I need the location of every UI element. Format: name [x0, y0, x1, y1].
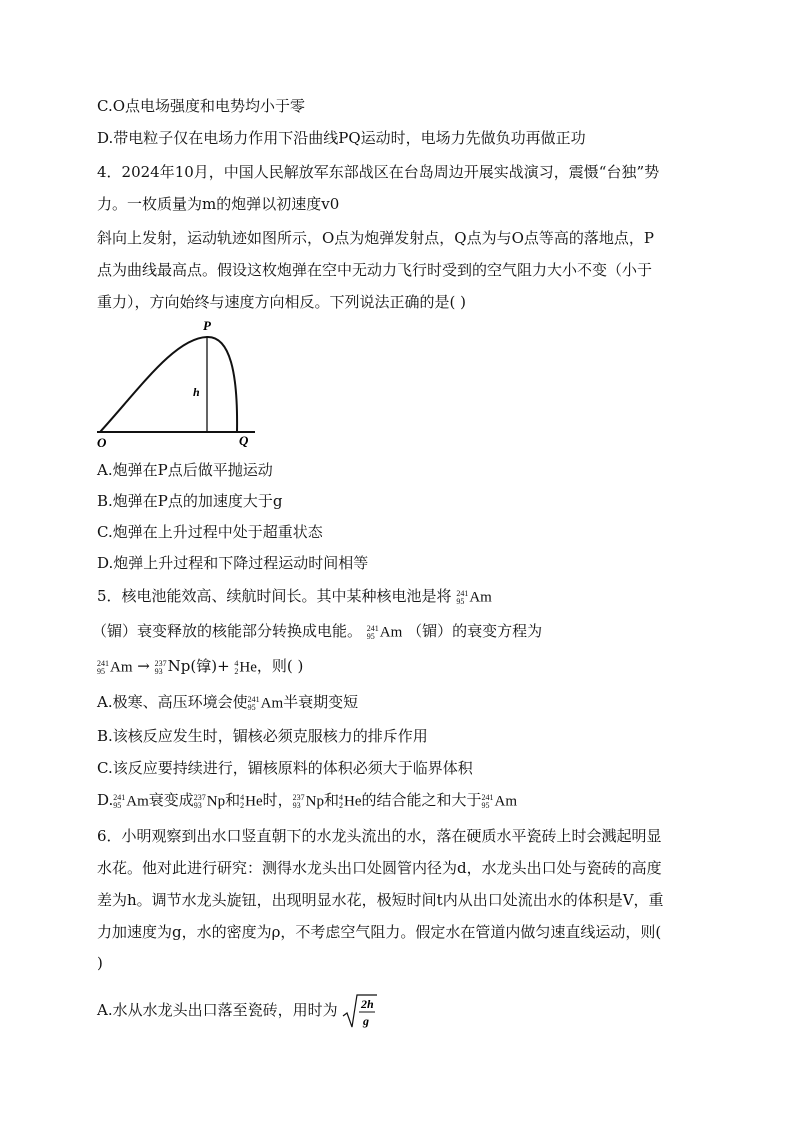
trajectory-figure [95, 318, 270, 450]
q3-option-d: D.带电粒子仅在电场力作用下沿曲线PQ运动时，电场力先做负功再做正功 [97, 129, 586, 147]
nuclide-am: 241 95 Am [481, 792, 518, 810]
nuclide-am: 241 95 Am [366, 623, 403, 641]
label-P: P [203, 318, 211, 333]
q4-option-a: A.炮弹在P点后做平抛运动 [97, 461, 273, 479]
q4-stem-line3: 斜向上发射，运动轨迹如图所示，O点为炮弹发射点，Q点为与O点等高的落地点，P [97, 229, 654, 247]
q5-stem-line1: 5．核电池能效高、续航时间长。其中某种核电池是将 241 95 Am [97, 587, 492, 606]
q4-option-d: D.炮弹上升过程和下降过程运动时间相等 [97, 554, 369, 572]
nuclide-am: 241 95 Am [97, 658, 133, 676]
nuclide-np: 237 93 Np [292, 792, 324, 810]
q4-stem-line5: 重力），方向始终与速度方向相反。下列说法正确的是( ) [97, 293, 466, 311]
nuclide-he: 4 2 He [234, 658, 257, 676]
nuclide-he: 4 2 He [240, 792, 263, 810]
q5-option-b: B.该核反应发生时，镅核必须克服核力的排斥作用 [97, 727, 428, 745]
q4-option-c: C.炮弹在上升过程中处于超重状态 [97, 523, 323, 541]
q6-stem-line1: 6．小明观察到出水口竖直朝下的水龙头流出的水，落在硬质水平瓷砖上时会溅起明显 [97, 827, 662, 845]
label-h: h [193, 385, 200, 399]
trajectory-curve [100, 337, 237, 432]
q4-stem-line1: 4．2024年10月，中国人民解放军东部战区在台岛周边开展实战演习，震慑“台独”势 [97, 163, 660, 181]
q5-option-a: A.极寒、高压环境会使 241 95 Am半衰期变短 [97, 693, 359, 712]
q5-stem-line2: （镅）衰变释放的核能部分转换成电能。 241 95 Am （镅）的衰变方程为 [92, 622, 543, 641]
sqrt-icon [342, 992, 378, 1030]
q6-stem-line4: 力加速度为g，水的密度为ρ，不考虑空气阻力。假定水在管道内做匀速直线运动，则( [97, 923, 662, 941]
sqrt-denominator: g [363, 1014, 370, 1028]
q6-option-a: A.水从水龙头出口落至瓷砖，用时为 2h g [97, 992, 378, 1032]
q6-stem-line3: 差为h。调节水龙头旋钮，出现明显水花，极短时间t内从出口处流出水的体积是V，重 [97, 891, 664, 909]
nuclide-am: 241 95 Am [247, 694, 284, 712]
nuclide-np: 237 93 Np [193, 792, 226, 810]
q6-stem-line2: 水花。他对此进行研究：测得水龙头出口处圆管内径为d，水龙头出口处与瓷砖的高度 [97, 859, 662, 877]
q4-option-b: B.炮弹在P点的加速度大于g [97, 492, 283, 510]
label-Q: Q [239, 433, 249, 448]
nuclide-am: 241 95 Am [456, 588, 492, 606]
q5-option-d: D. 241 95 Am衰变成 237 93 Np和 4 2 He时， 237 93 Np和 4 2 He的结合能之和大于 241 95 Am [97, 791, 518, 810]
nuclide-am: 241 95 Am [113, 792, 149, 810]
q3-option-c: C.O点电场强度和电势均小于零 [97, 97, 306, 115]
nuclide-np: 237 93 [154, 658, 167, 676]
q5-option-c: C.该反应要持续进行，镅核原料的体积必须大于临界体积 [97, 759, 473, 777]
q6-stem-line5: ) [97, 954, 103, 972]
q5-decay-equation: 241 95 Am → 237 93 Np(镎)+ 4 2 He，则( ) [97, 657, 304, 676]
arrow-icon: → [137, 657, 150, 675]
sqrt-expression [342, 992, 378, 1030]
label-O: O [97, 435, 107, 450]
sqrt-numerator: 2h [361, 997, 375, 1011]
q4-stem-line4: 点为曲线最高点。假设这枚炮弹在空中无动力飞行时受到的空气阻力大小不变（小于 [97, 261, 653, 279]
q4-stem-line2: 力。一枚质量为m的炮弹以初速度v0 [97, 195, 340, 213]
nuclide-he: 4 2 He [339, 792, 362, 810]
